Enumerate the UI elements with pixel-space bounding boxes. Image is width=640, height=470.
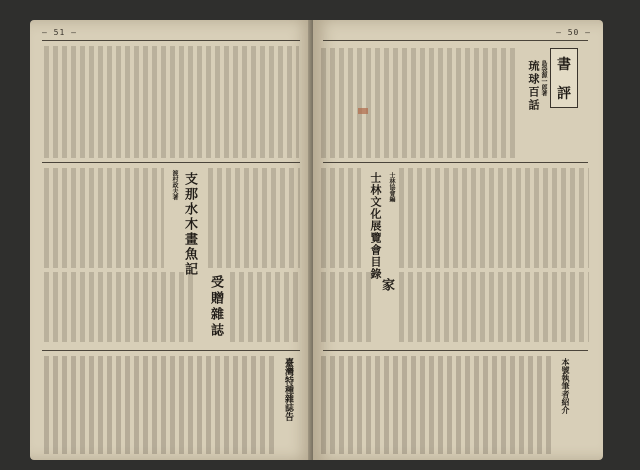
right-page <box>313 20 603 460</box>
left-page <box>30 20 313 460</box>
review-body-1 <box>321 48 517 158</box>
body-text-block-lower-right <box>230 272 300 342</box>
review-title-2: 士林文化展覽會目錄 <box>369 172 382 280</box>
page-number-left: — 51 — <box>42 28 77 37</box>
review-title-3: 家 <box>379 278 394 291</box>
body-text-block-top <box>44 46 299 158</box>
body-text-block-lower-left <box>44 272 194 342</box>
contributors-header: 本號執筆者紹介 <box>561 358 571 414</box>
review-author-1: 島袋源一郎著 <box>540 60 547 96</box>
advert-header: 臺灣特種雜誌告 <box>283 358 293 421</box>
stamp-mark <box>358 108 368 114</box>
review-body-2b <box>399 168 589 268</box>
header-rule <box>42 40 300 41</box>
divider-rule <box>42 162 300 163</box>
body-text-block-mid-left <box>44 168 164 268</box>
book-title-1: 支那水木畫魚記 <box>182 172 197 277</box>
divider-rule <box>323 350 588 351</box>
advert-text-block <box>44 356 274 454</box>
contributors-text <box>321 356 551 454</box>
review-body-3a <box>321 272 371 342</box>
review-body-2a <box>321 168 361 268</box>
book-title-2: 受贈雜誌 <box>208 275 223 339</box>
body-text-block-mid-right <box>208 168 300 268</box>
divider-rule <box>323 162 588 163</box>
review-author-2: 士林協會編 <box>388 172 395 202</box>
section-title-char-1: 書 <box>557 56 571 73</box>
header-rule <box>323 40 588 41</box>
section-title-box <box>550 48 578 108</box>
book-author-1: 渡村政夫著 <box>171 170 178 200</box>
review-body-3b <box>399 272 589 342</box>
divider-rule <box>42 350 300 351</box>
review-title-1: 琉球百話 <box>527 60 540 112</box>
section-title-char-2: 評 <box>557 85 571 102</box>
page-number-right: — 50 — <box>556 28 591 37</box>
